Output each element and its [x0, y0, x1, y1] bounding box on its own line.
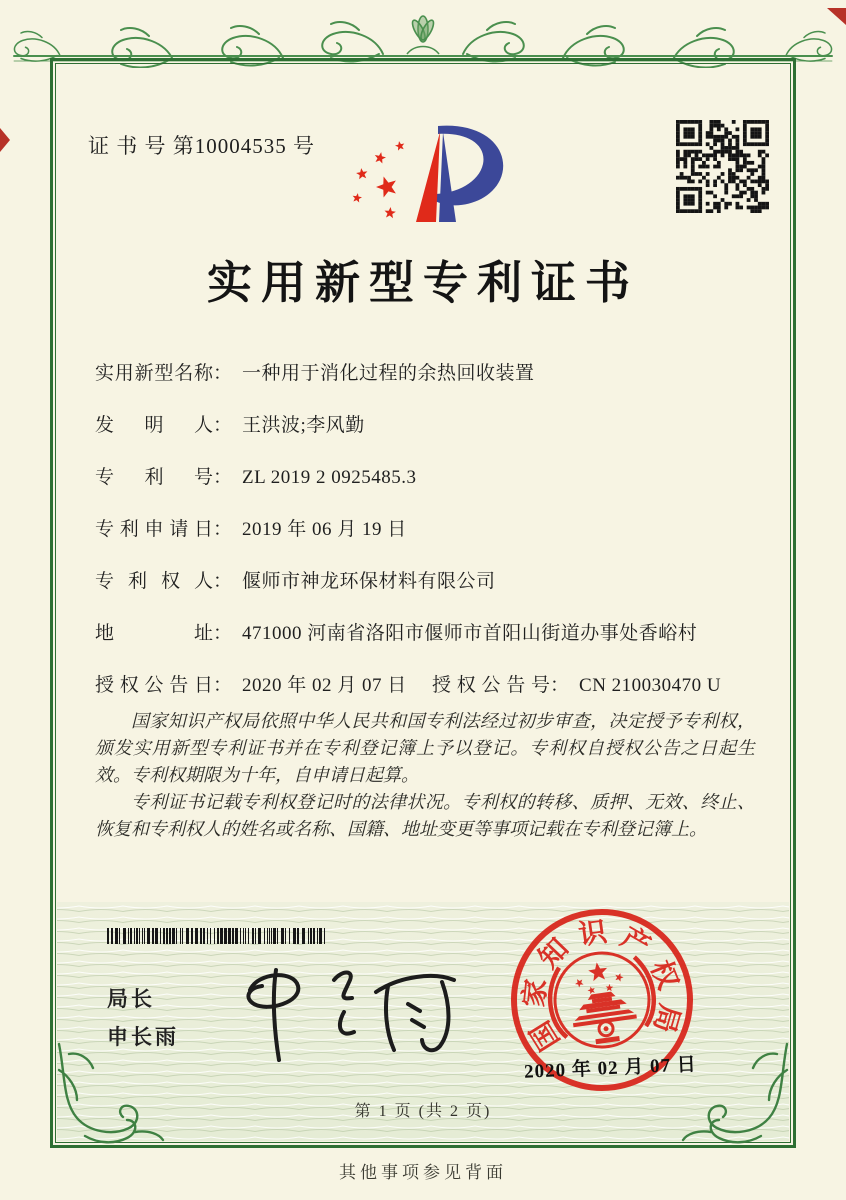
- red-scan-artifact-top-right: [827, 8, 846, 25]
- field-address: [95, 620, 756, 647]
- corner-flourish-bottom-right: [681, 1040, 791, 1145]
- grant-date: [95, 672, 432, 699]
- field-colon: ：: [213, 363, 233, 384]
- field-label: 实用新型名称: [95, 363, 213, 384]
- field-filing-date: [95, 516, 756, 543]
- field-colon: ：: [213, 519, 233, 540]
- field-label: 专利申请日: [95, 519, 213, 540]
- field-label: 授权公告日: [95, 675, 213, 696]
- seal-char: 知: [533, 932, 576, 975]
- field-inventor: [95, 412, 756, 439]
- field-label: 发明人: [95, 415, 213, 436]
- field-grant-row: [95, 672, 756, 699]
- back-note: 其他事项参见背面: [339, 1163, 507, 1182]
- officer-name: 申长雨: [107, 1026, 179, 1049]
- seal-char: 产: [615, 921, 656, 963]
- seal-char: 权: [644, 956, 684, 994]
- field-label: 地址: [95, 623, 213, 644]
- field-value: 一种用于消化过程的余热回收装置: [242, 363, 535, 384]
- field-label: 授权公告号: [432, 675, 550, 696]
- field-colon: ：: [213, 675, 233, 696]
- certificate-fields: [95, 360, 756, 724]
- red-scan-artifact-left: [0, 128, 10, 152]
- certificate-title: 实用新型专利证书: [206, 258, 639, 308]
- field-label: 专利权人: [95, 571, 213, 592]
- seal-char: 国: [525, 1015, 567, 1056]
- field-value: CN 210030470 U: [579, 675, 722, 696]
- seal-char: 家: [518, 977, 553, 1009]
- director-signature: [228, 956, 478, 1066]
- seal-date: 2020 年 02 月 07 日: [523, 1054, 698, 1083]
- field-value: 2020 年 02 月 07 日: [242, 675, 407, 696]
- field-colon: ：: [213, 467, 233, 488]
- cnipa-logo-icon: [338, 110, 522, 234]
- field-value: ZL 2019 2 0925485.3: [242, 467, 417, 488]
- legal-paragraph-2: 专利证书记载专利权登记时的法律状况。专利权的转移、质押、无效、终止、恢复和专利权人的姓名或名称、国籍、地址变更等事项记载在专利登记簿上。: [95, 792, 755, 839]
- seal-char: 识: [576, 916, 609, 952]
- legal-text: [95, 708, 755, 843]
- field-colon: ：: [213, 623, 233, 644]
- seal-char: 局: [647, 1000, 685, 1037]
- field-utility-model-name: [95, 360, 756, 387]
- qr-code: [676, 120, 769, 213]
- field-value: 偃师市神龙环保材料有限公司: [242, 571, 496, 592]
- officer-title: 局长: [107, 988, 155, 1011]
- field-colon: ：: [213, 415, 233, 436]
- field-value: 王洪波;李风勤: [242, 415, 365, 436]
- field-colon: ：: [213, 571, 233, 592]
- field-value: 2019 年 06 月 19 日: [242, 519, 407, 540]
- field-patent-number: [95, 464, 756, 491]
- field-colon: ：: [550, 675, 570, 696]
- field-patentee: [95, 568, 756, 595]
- grant-number: [432, 672, 721, 699]
- field-label: 专利号: [95, 467, 213, 488]
- field-value: 471000 河南省洛阳市偃师市首阳山街道办事处香峪村: [242, 623, 698, 644]
- barcode: [105, 928, 329, 944]
- page-number: 第 1 页 (共 2 页): [354, 1103, 492, 1120]
- corner-flourish-bottom-left: [55, 1040, 165, 1145]
- legal-paragraph-1: 国家知识产权局依照中华人民共和国专利法经过初步审查，决定授予专利权，颁发实用新型专利证书并在专利登记簿上予以登记。专利权自授权公告之日起生效。专利权期限为十年，自申请日起算。: [95, 711, 755, 785]
- certificate-number: 证 书 号 第10004535 号: [88, 134, 315, 158]
